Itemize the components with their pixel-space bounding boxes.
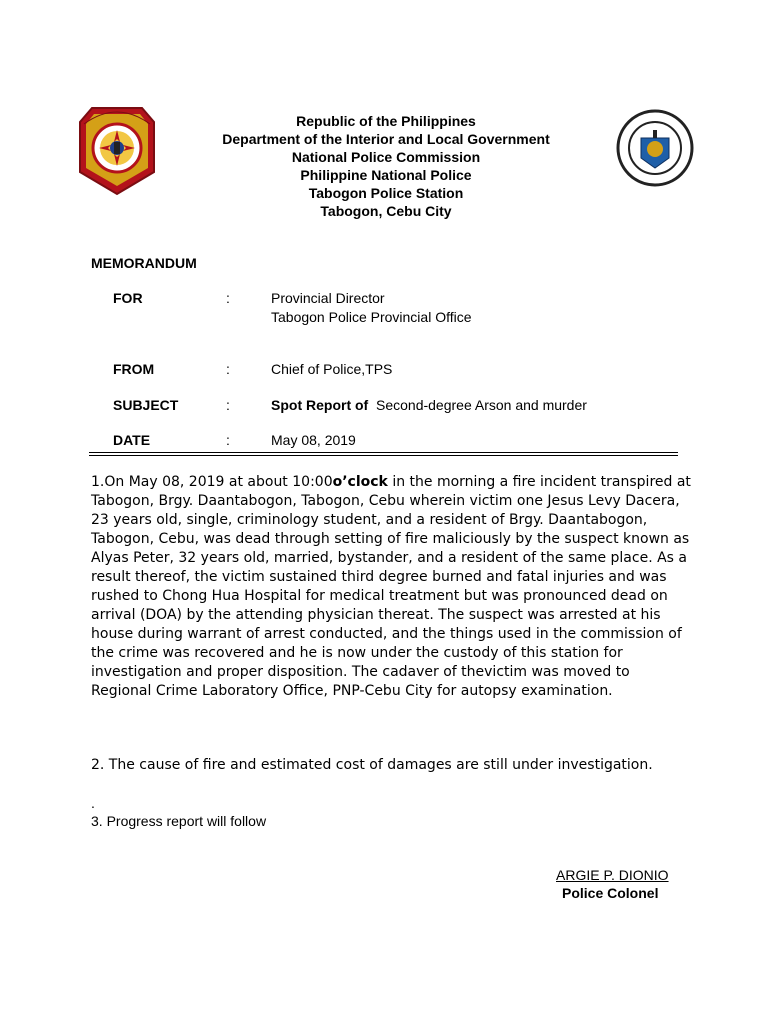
header-line-station: Tabogon Police Station bbox=[308, 185, 464, 201]
from-colon: : bbox=[226, 361, 230, 377]
paragraph-dot: . bbox=[91, 795, 95, 811]
header-line-pnp: Philippine National Police bbox=[300, 167, 472, 183]
for-label: FOR bbox=[113, 290, 143, 306]
date-colon: : bbox=[226, 432, 230, 448]
paragraph-2: 2. The cause of fire and estimated cost of damages are still under investigation. bbox=[91, 757, 653, 773]
header-line-napolcom: National Police Commission bbox=[291, 149, 481, 165]
pnp-logo bbox=[78, 102, 156, 196]
date-label: DATE bbox=[113, 432, 151, 448]
subject-text: Second-degree Arson and murder bbox=[376, 397, 587, 413]
for-value-line1: Provincial Director bbox=[271, 290, 385, 306]
divider-line-bottom bbox=[89, 455, 678, 456]
divider-line-top bbox=[89, 452, 678, 453]
station-seal-logo bbox=[616, 100, 694, 196]
for-colon: : bbox=[226, 290, 230, 306]
subject-colon: : bbox=[226, 397, 230, 413]
document-header bbox=[150, 112, 622, 220]
from-value: Chief of Police,TPS bbox=[271, 361, 393, 377]
header-line-city: Tabogon, Cebu City bbox=[320, 203, 452, 219]
subject-bold-prefix: Spot Report of bbox=[271, 397, 369, 413]
paragraph-1-rest: in the morning a fire incident transpired at Tabogon, Brgy. Daantabogon, Tabogon, Cebu wherein victim one Jesus Levy Dacera, 23 years old, single, criminology student, and a resident of Brgy. Daantabogon, Tabogon, Cebu, was dead through setting of fire maliciously by the suspect known as Alyas Peter, 32 years old, married, bystander, and a resident of the same place. As a result thereof, the victim sustained third degree burned and fatal injuries and was rushed to Chong Hua Hospital for medical treatment but was pronounced dead on arrival (DOA) by the attending physician thereat. The suspect was arrested at his house during warrant of arrest conducted, and the things used in the commission of the crime was recovered and he is now under the custody of this station for investigation and proper disposition. The cadaver of thevictim was moved to Regional Crime Laboratory Office, PNP-Cebu City for autopsy examination. bbox=[91, 474, 691, 699]
signatory-name: ARGIE P. DIONIO bbox=[556, 867, 669, 883]
header-line-republic: Republic of the Philippines bbox=[296, 113, 476, 129]
date-value: May 08, 2019 bbox=[271, 432, 356, 448]
for-value bbox=[271, 289, 472, 327]
for-value-line2: Tabogon Police Provincial Office bbox=[271, 309, 472, 325]
paragraph-1 bbox=[91, 473, 691, 701]
paragraph-1-start: 1.On May 08, 2019 at about 10:00 bbox=[91, 474, 333, 490]
memo-title: MEMORANDUM bbox=[91, 255, 197, 271]
paragraph-1-bold: o’clock bbox=[332, 474, 388, 490]
header-line-dilg: Department of the Interior and Local Government bbox=[222, 131, 550, 147]
paragraph-3: 3. Progress report will follow bbox=[91, 813, 267, 829]
subject-label: SUBJECT bbox=[113, 397, 179, 413]
from-label: FROM bbox=[113, 361, 155, 377]
subject-value bbox=[271, 396, 587, 415]
signatory-title: Police Colonel bbox=[562, 885, 659, 901]
